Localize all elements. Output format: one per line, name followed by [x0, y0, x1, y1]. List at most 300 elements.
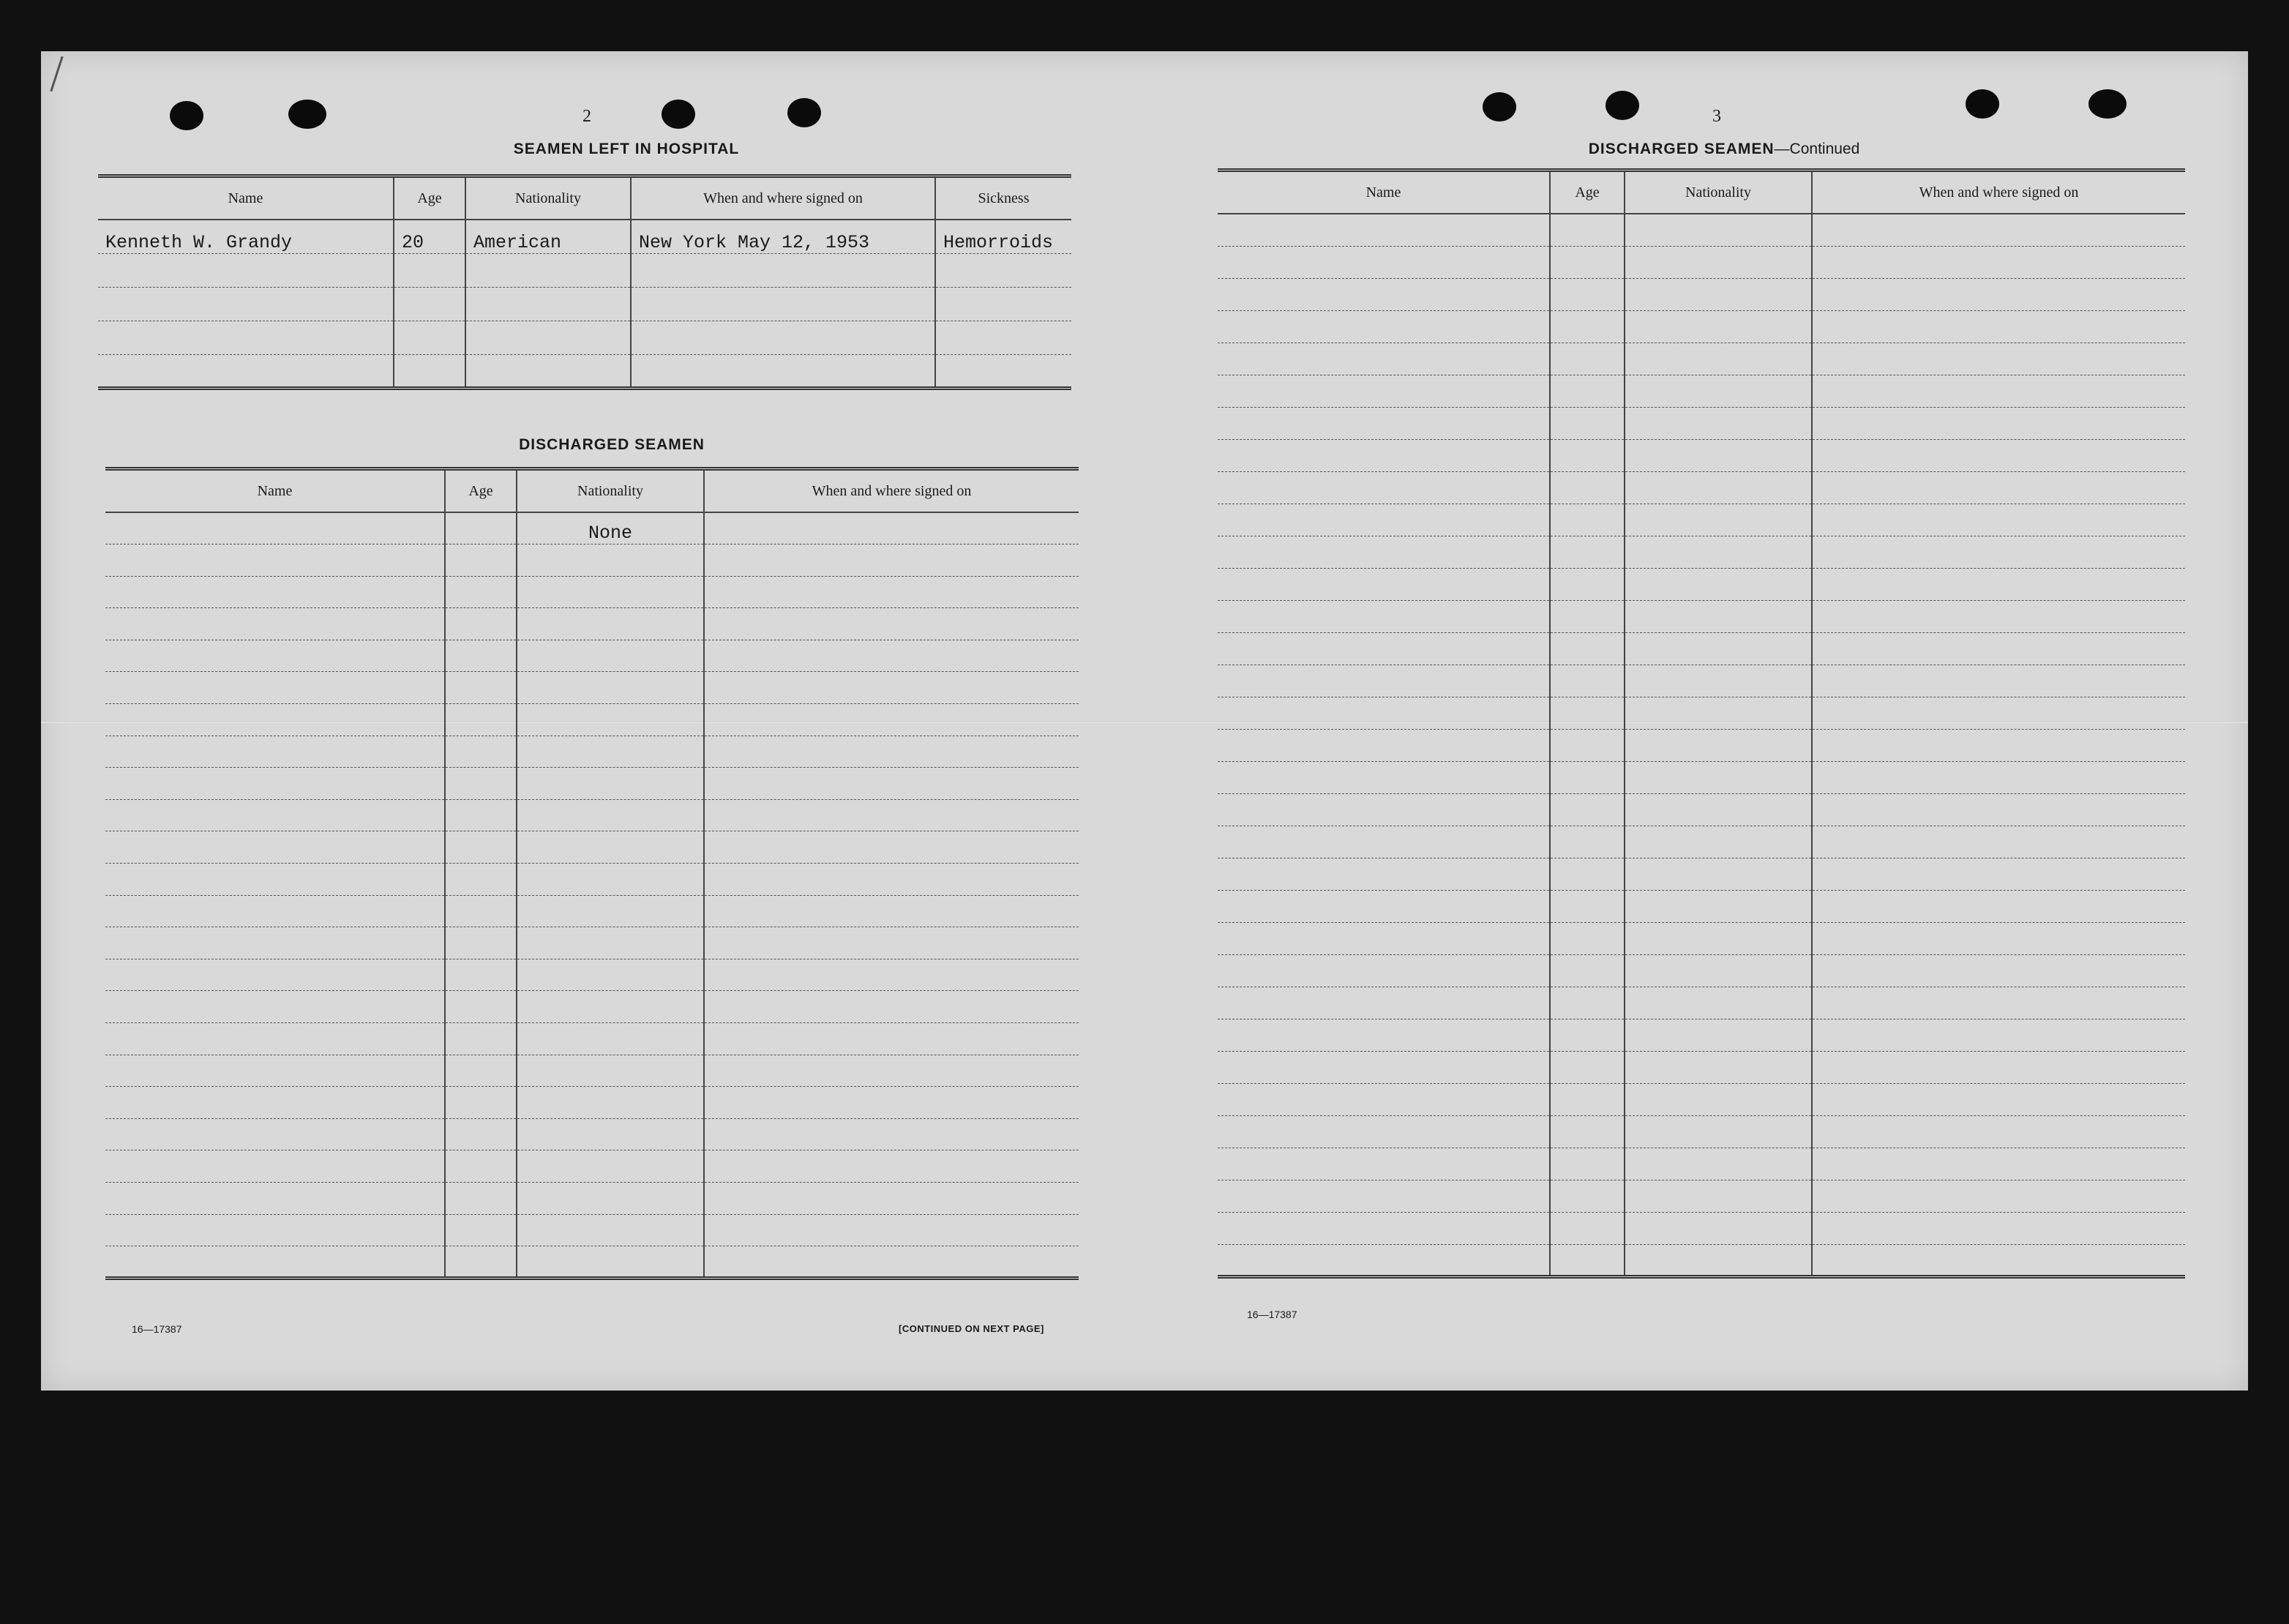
table-row	[105, 704, 1079, 736]
table-row	[1218, 697, 2185, 729]
table-row	[1218, 761, 2185, 793]
table-cell	[1218, 310, 1550, 343]
page-number: 2	[582, 107, 591, 126]
table-cell	[98, 354, 394, 388]
table-row	[105, 640, 1079, 672]
table-cell	[1550, 1148, 1625, 1180]
table-cell	[105, 736, 445, 768]
table-cell	[445, 1055, 517, 1087]
table-cell	[1625, 343, 1812, 375]
table-cell: American	[465, 220, 631, 253]
table-cell	[105, 1182, 445, 1214]
table-cell	[1550, 568, 1625, 600]
table-cell	[517, 799, 704, 831]
table-cell	[445, 608, 517, 640]
table-cell	[1625, 1180, 1812, 1212]
table-cell	[1812, 214, 2185, 246]
table-row	[98, 253, 1071, 287]
table-cell	[1625, 665, 1812, 697]
table-cell	[1812, 697, 2185, 729]
table-row	[105, 1023, 1079, 1055]
table-cell	[1550, 278, 1625, 310]
table-cell	[1550, 729, 1625, 761]
table-cell	[1550, 1180, 1625, 1212]
table-cell	[704, 704, 1079, 736]
table-cell	[445, 736, 517, 768]
table-row	[1218, 826, 2185, 858]
table-cell: New York May 12, 1953	[631, 220, 935, 253]
column-header: Age	[445, 469, 517, 513]
table-cell	[445, 927, 517, 959]
table-cell	[1625, 858, 1812, 890]
table-cell	[1218, 439, 1550, 471]
table-cell	[1625, 375, 1812, 407]
table-cell	[1218, 214, 1550, 246]
table-cell	[704, 799, 1079, 831]
table-cell	[445, 576, 517, 608]
table-cell	[1812, 1212, 2185, 1244]
table-cell	[1625, 1115, 1812, 1148]
table-cell	[704, 1182, 1079, 1214]
table-row	[1218, 729, 2185, 761]
table-cell	[517, 864, 704, 896]
discharged-continued-title	[1534, 141, 1914, 158]
table-header-row	[98, 176, 1071, 220]
table-row	[98, 354, 1071, 388]
table-cell	[105, 608, 445, 640]
table-cell	[445, 640, 517, 672]
table-cell	[1218, 987, 1550, 1019]
table-cell	[98, 287, 394, 321]
table-cell	[1625, 987, 1812, 1019]
table-cell	[1625, 1212, 1812, 1244]
table-cell	[1625, 504, 1812, 536]
table-cell	[1812, 310, 2185, 343]
table-row	[105, 768, 1079, 800]
table-cell	[704, 576, 1079, 608]
table-cell	[1812, 407, 2185, 439]
table-cell	[1625, 632, 1812, 665]
table-cell	[1812, 1051, 2185, 1083]
table-cell	[1625, 890, 1812, 922]
table-cell	[1550, 407, 1625, 439]
table-cell	[704, 1118, 1079, 1150]
table-cell	[1625, 536, 1812, 568]
table-cell	[445, 831, 517, 864]
table-cell	[1218, 246, 1550, 278]
table-cell	[1625, 793, 1812, 826]
table-cell	[1218, 1019, 1550, 1051]
table-row	[1218, 375, 2185, 407]
table-cell	[445, 1087, 517, 1119]
table-cell	[517, 704, 704, 736]
table-cell	[631, 354, 935, 388]
table-row	[1218, 536, 2185, 568]
table-cell	[1218, 471, 1550, 504]
table-cell	[465, 287, 631, 321]
table-cell	[445, 1246, 517, 1279]
table-row	[1218, 665, 2185, 697]
table-cell	[1218, 922, 1550, 954]
table-cell: Hemorroids	[935, 220, 1071, 253]
table-cell	[1550, 246, 1625, 278]
table-row	[1218, 439, 2185, 471]
table-cell	[105, 831, 445, 864]
table-cell	[1550, 632, 1625, 665]
table-cell	[105, 1246, 445, 1279]
table-cell	[1218, 858, 1550, 890]
table-cell	[1625, 954, 1812, 987]
table-row	[1218, 246, 2185, 278]
table-cell	[1812, 922, 2185, 954]
table-row	[105, 1182, 1079, 1214]
table-cell	[445, 672, 517, 704]
table-cell	[105, 1023, 445, 1055]
table-cell	[105, 991, 445, 1023]
table-cell	[1625, 826, 1812, 858]
table-cell	[704, 927, 1079, 959]
column-header: Name	[98, 176, 394, 220]
table-cell	[1550, 214, 1625, 246]
table-cell	[1812, 1148, 2185, 1180]
table-cell	[517, 736, 704, 768]
table-cell	[1550, 954, 1625, 987]
table-cell	[1550, 858, 1625, 890]
table-cell	[105, 864, 445, 896]
table-cell	[704, 1214, 1079, 1246]
table-cell	[1218, 632, 1550, 665]
table-cell	[1812, 1244, 2185, 1276]
table-cell	[105, 576, 445, 608]
table-cell	[517, 895, 704, 927]
table-row	[1218, 890, 2185, 922]
table-row	[1218, 278, 2185, 310]
table-cell	[1812, 504, 2185, 536]
table-cell	[1625, 697, 1812, 729]
table-cell	[1812, 278, 2185, 310]
table-cell	[1812, 600, 2185, 632]
table-cell	[445, 1150, 517, 1183]
table-cell	[445, 1118, 517, 1150]
page-number: 3	[1712, 107, 1721, 126]
table-row	[1218, 1244, 2185, 1276]
table-cell: 20	[394, 220, 465, 253]
table-cell	[1218, 729, 1550, 761]
table-cell	[445, 704, 517, 736]
table-cell	[1625, 439, 1812, 471]
table-cell	[1218, 407, 1550, 439]
table-cell	[1550, 439, 1625, 471]
table-cell	[704, 991, 1079, 1023]
table-cell	[1812, 826, 2185, 858]
table-row	[105, 736, 1079, 768]
table-cell	[517, 672, 704, 704]
table-cell	[704, 895, 1079, 927]
table-row	[105, 831, 1079, 864]
column-header: When and where signed on	[1812, 171, 2185, 214]
table-cell	[704, 672, 1079, 704]
table-cell	[1625, 761, 1812, 793]
column-header: Nationality	[1625, 171, 1812, 214]
table-cell	[517, 1150, 704, 1183]
table-row	[1218, 471, 2185, 504]
table-cell	[1218, 890, 1550, 922]
column-header: When and where signed on	[631, 176, 935, 220]
table-cell	[1812, 729, 2185, 761]
table-row	[1218, 858, 2185, 890]
table-cell	[1218, 1051, 1550, 1083]
table-cell	[105, 545, 445, 577]
table-cell	[704, 1150, 1079, 1183]
table-cell	[1550, 987, 1625, 1019]
table-cell	[1812, 858, 2185, 890]
table-row	[1218, 1019, 2185, 1051]
table-cell	[1218, 1083, 1550, 1115]
table-cell	[517, 831, 704, 864]
table-cell	[1625, 1244, 1812, 1276]
table-cell	[1625, 1019, 1812, 1051]
table-cell	[704, 1246, 1079, 1279]
table-cell	[1625, 278, 1812, 310]
table-cell	[105, 1150, 445, 1183]
table-cell	[465, 321, 631, 354]
table-cell	[105, 704, 445, 736]
table-cell	[1625, 407, 1812, 439]
table-cell	[704, 1087, 1079, 1119]
table-cell	[935, 287, 1071, 321]
form-number: 16—17387	[1247, 1309, 1297, 1320]
left-page	[41, 51, 1139, 1391]
table-cell	[1812, 987, 2185, 1019]
table-cell	[1812, 1180, 2185, 1212]
table-cell	[1625, 922, 1812, 954]
table-cell	[517, 768, 704, 800]
table-cell	[704, 736, 1079, 768]
column-header: When and where signed on	[704, 469, 1079, 513]
table-cell	[1218, 665, 1550, 697]
table-cell	[1625, 1051, 1812, 1083]
table-row	[105, 1055, 1079, 1087]
table-cell	[105, 1214, 445, 1246]
table-cell	[935, 321, 1071, 354]
table-cell	[1812, 890, 2185, 922]
column-header: Nationality	[517, 469, 704, 513]
table-row	[105, 1246, 1079, 1279]
table-row	[105, 1150, 1079, 1183]
table-cell	[935, 354, 1071, 388]
table-cell	[517, 545, 704, 577]
table-cell	[517, 991, 704, 1023]
table-cell	[1218, 343, 1550, 375]
table-cell	[704, 545, 1079, 577]
table-cell	[704, 1023, 1079, 1055]
table-cell	[1625, 568, 1812, 600]
hospital-table	[98, 174, 1071, 390]
table-cell	[1550, 504, 1625, 536]
table-row	[105, 545, 1079, 577]
table-row	[105, 512, 1079, 545]
table-cell	[1550, 1051, 1625, 1083]
table-cell	[1550, 922, 1625, 954]
table-cell	[631, 253, 935, 287]
table-cell	[1550, 375, 1625, 407]
table-cell	[1550, 1244, 1625, 1276]
table-cell	[1812, 439, 2185, 471]
table-cell	[445, 768, 517, 800]
table-row	[105, 959, 1079, 991]
table-cell	[394, 321, 465, 354]
table-cell	[517, 1055, 704, 1087]
table-cell	[1812, 761, 2185, 793]
table-cell	[704, 768, 1079, 800]
table-cell	[445, 1214, 517, 1246]
table-cell	[1812, 632, 2185, 665]
table-row	[1218, 954, 2185, 987]
table-cell	[1625, 600, 1812, 632]
column-header: Nationality	[465, 176, 631, 220]
table-cell	[1550, 1212, 1625, 1244]
table-row	[98, 220, 1071, 253]
table-cell	[1625, 1083, 1812, 1115]
table-cell	[1812, 375, 2185, 407]
form-number: 16—17387	[132, 1323, 182, 1335]
table-cell	[1625, 214, 1812, 246]
table-cell	[1218, 600, 1550, 632]
table-cell	[1550, 343, 1625, 375]
table-row	[1218, 1051, 2185, 1083]
table-row	[105, 576, 1079, 608]
table-row	[1218, 1148, 2185, 1180]
table-row	[1218, 214, 2185, 246]
table-cell	[1812, 793, 2185, 826]
table-cell	[105, 768, 445, 800]
table-cell	[445, 512, 517, 545]
table-cell	[394, 354, 465, 388]
table-cell	[1550, 600, 1625, 632]
column-header: Age	[1550, 171, 1625, 214]
table-cell: None	[517, 512, 704, 545]
table-row	[105, 672, 1079, 704]
table-cell	[1550, 536, 1625, 568]
table-cell	[631, 321, 935, 354]
table-cell	[105, 672, 445, 704]
table-cell	[1218, 954, 1550, 987]
table-cell	[1550, 665, 1625, 697]
table-row	[105, 895, 1079, 927]
table-cell	[1812, 343, 2185, 375]
right-page	[1139, 51, 2248, 1391]
table-cell	[704, 1055, 1079, 1087]
table-cell	[1218, 793, 1550, 826]
table-cell	[1218, 697, 1550, 729]
table-cell	[704, 512, 1079, 545]
table-cell: Kenneth W. Grandy	[98, 220, 394, 253]
table-cell	[631, 287, 935, 321]
table-cell	[1218, 1115, 1550, 1148]
table-row	[105, 927, 1079, 959]
table-cell	[517, 927, 704, 959]
table-cell	[517, 640, 704, 672]
table-cell	[445, 799, 517, 831]
table-cell	[517, 576, 704, 608]
table-cell	[517, 1214, 704, 1246]
table-row	[105, 608, 1079, 640]
table-row	[105, 1214, 1079, 1246]
table-cell	[394, 287, 465, 321]
column-header: Age	[394, 176, 465, 220]
table-cell	[1218, 568, 1550, 600]
table-cell	[1218, 278, 1550, 310]
discharged-continued-title-suffix: —Continued	[1774, 141, 1860, 157]
table-cell	[517, 1118, 704, 1150]
table-cell	[445, 1023, 517, 1055]
table-cell	[1625, 729, 1812, 761]
table-cell	[1550, 890, 1625, 922]
table-cell	[1218, 761, 1550, 793]
table-cell	[1550, 826, 1625, 858]
table-cell	[1218, 826, 1550, 858]
table-cell	[1812, 246, 2185, 278]
table-row	[1218, 1115, 2185, 1148]
table-cell	[517, 608, 704, 640]
table-row	[1218, 1212, 2185, 1244]
table-cell	[1218, 375, 1550, 407]
discharged-table	[105, 467, 1079, 1280]
table-cell	[1812, 1115, 2185, 1148]
table-cell	[1218, 1212, 1550, 1244]
table-cell	[704, 959, 1079, 991]
table-row	[1218, 1180, 2185, 1212]
table-row	[105, 1087, 1079, 1119]
table-cell	[1625, 1148, 1812, 1180]
table-cell	[445, 545, 517, 577]
table-cell	[1812, 536, 2185, 568]
table-row	[1218, 922, 2185, 954]
table-cell	[1218, 1180, 1550, 1212]
table-cell	[465, 354, 631, 388]
table-row	[1218, 310, 2185, 343]
table-cell	[517, 1023, 704, 1055]
table-row	[1218, 1083, 2185, 1115]
table-row	[1218, 568, 2185, 600]
table-cell	[105, 640, 445, 672]
table-cell	[1550, 761, 1625, 793]
table-cell	[1812, 1083, 2185, 1115]
column-header: Name	[1218, 171, 1550, 214]
table-cell	[1625, 471, 1812, 504]
table-cell	[1812, 1019, 2185, 1051]
table-cell	[1218, 536, 1550, 568]
table-cell	[98, 321, 394, 354]
table-cell	[1812, 471, 2185, 504]
table-row	[105, 1118, 1079, 1150]
table-row	[1218, 600, 2185, 632]
table-cell	[1550, 1115, 1625, 1148]
table-cell	[1218, 504, 1550, 536]
table-header-row	[105, 469, 1079, 513]
discharged-continued-table	[1218, 168, 2185, 1279]
discharged-continued-title-main: DISCHARGED SEAMEN	[1588, 141, 1775, 157]
table-cell	[105, 1087, 445, 1119]
table-cell	[105, 895, 445, 927]
table-row	[1218, 632, 2185, 665]
table-cell	[105, 959, 445, 991]
table-cell	[105, 927, 445, 959]
table-cell	[105, 799, 445, 831]
table-cell	[445, 991, 517, 1023]
table-cell	[1218, 1244, 1550, 1276]
ledger-sheet	[41, 51, 2248, 1391]
